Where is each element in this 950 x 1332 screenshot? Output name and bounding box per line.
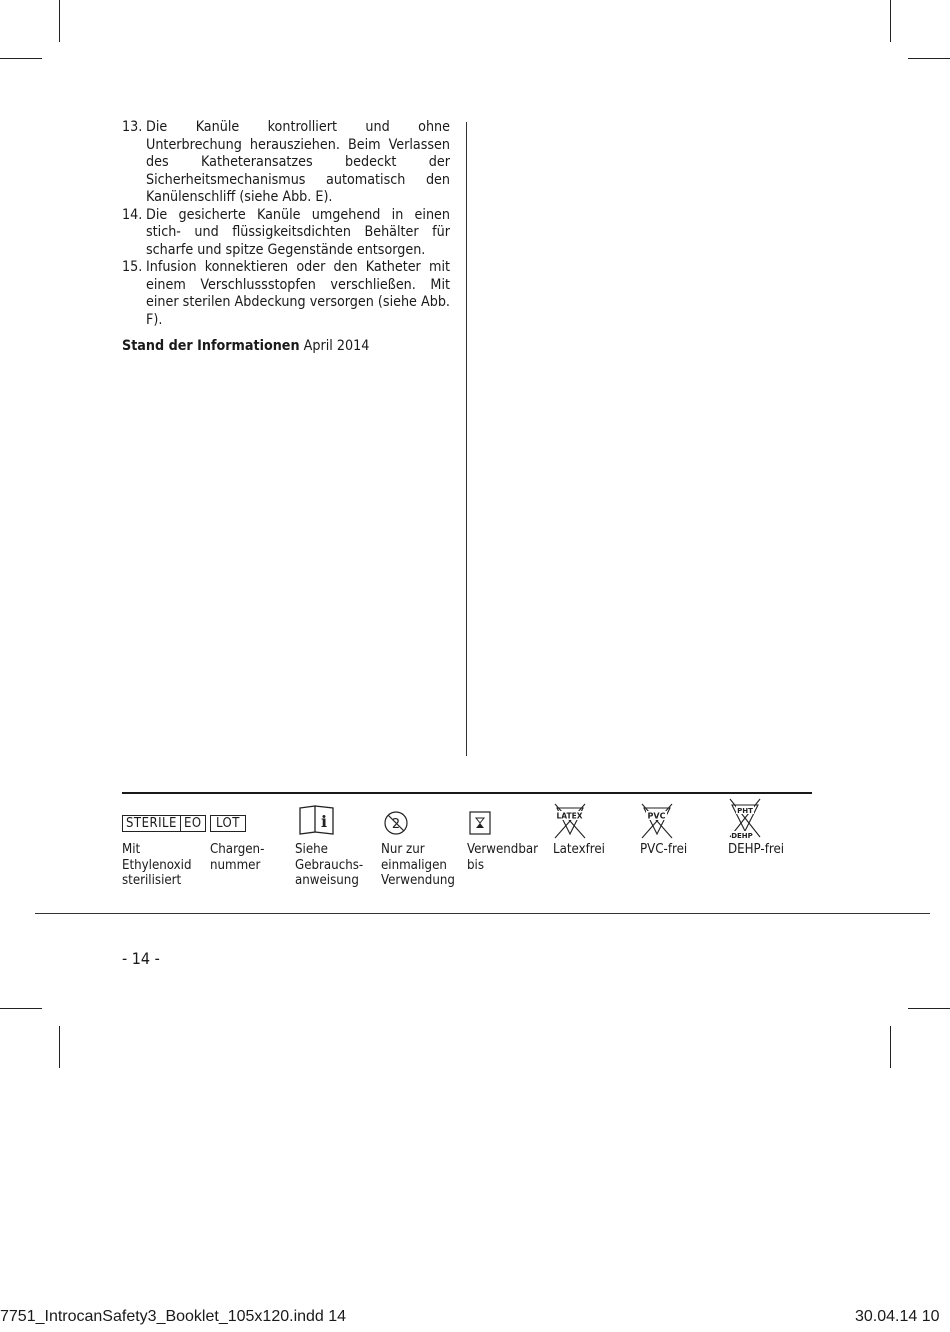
crop-mark	[890, 0, 891, 42]
step-number: 15.	[122, 259, 143, 275]
svg-text:PHT: PHT	[737, 807, 753, 815]
symbol-label-line: Siehe	[295, 842, 328, 857]
symbol-label-line: sterilisiert	[122, 873, 182, 888]
print-slug-date: 30.04.14 10	[855, 1308, 940, 1325]
step-item	[122, 119, 450, 207]
page-number: - 14 -	[122, 949, 160, 968]
symbol-label-line: nummer	[210, 857, 261, 873]
svg-text:PVC: PVC	[647, 811, 666, 821]
step-text: Infusion konnektieren oder den Katheter mit einem Verschlussstopfen verschließen. Mit einer sterilen Abdeckung versorgen (siehe Abb. F).	[146, 259, 450, 328]
instructions-column	[122, 119, 450, 356]
step-text: Die Kanüle kontrolliert und ohne Unterbrechung herausziehen. Beim Verlassen des Katheteransatzes bedeckt der Sicherheitsmechanismus automatisch den Kanülenschliff (siehe Abb. E).	[146, 119, 450, 205]
information-date	[122, 338, 450, 356]
bottom-rule	[35, 913, 930, 914]
crop-mark	[908, 1008, 950, 1009]
crop-mark	[0, 1008, 42, 1009]
symbol-label-line: Ethylenoxid	[122, 857, 192, 873]
svg-text:i: i	[320, 812, 328, 831]
svg-text:LATEX: LATEX	[556, 811, 583, 821]
step-item	[122, 207, 450, 260]
information-date-label: Stand der Informationen	[122, 338, 300, 354]
symbol-label-line: Latexfrei	[553, 842, 605, 857]
symbol-label-line: bis	[467, 857, 485, 873]
symbol-label-line: Mit	[122, 842, 141, 857]
svg-text:DEHP: DEHP	[731, 832, 753, 840]
sterile-eo-icon: STERILE EO	[122, 800, 206, 842]
symbols-legend	[122, 800, 812, 900]
symbols-top-rule	[122, 792, 812, 794]
lot-icon: LOT	[210, 800, 264, 842]
symbol-label-line: einmaligen	[381, 857, 447, 873]
symbol-label-line: PVC-frei	[640, 842, 688, 857]
print-slug-file: 7751_IntrocanSafety3_Booklet_105x120.indd 14	[0, 1308, 347, 1325]
step-number: 13.	[122, 119, 143, 135]
symbol-label-line: Verwendbar	[467, 842, 539, 857]
crop-mark	[890, 1026, 891, 1068]
dehp-free-icon	[728, 800, 784, 842]
symbol-label-line: anweisung	[295, 873, 359, 888]
pvc-free-icon	[640, 800, 687, 842]
symbol-expiry	[467, 800, 538, 873]
svg-text:2: 2	[391, 817, 401, 832]
information-date-value: April 2014	[303, 338, 370, 354]
column-divider	[466, 122, 467, 756]
step-text: Die gesicherte Kanüle umgehend in einen stich- und flüssigkeitsdichten Behälter für scharfe und spitze Gegenstände entsorgen.	[146, 206, 450, 258]
symbol-pvc-free	[640, 800, 687, 858]
latex-free-icon	[553, 800, 605, 842]
symbol-dehp-free	[728, 800, 784, 858]
step-number: 14.	[122, 206, 143, 223]
step-item	[122, 259, 450, 329]
symbol-label-line: Nur zur	[381, 842, 425, 857]
crop-mark	[908, 58, 950, 59]
crop-mark	[0, 58, 42, 59]
crop-mark	[59, 1026, 60, 1068]
symbol-instructions	[295, 800, 363, 889]
symbol-label-line: Verwendung	[381, 873, 455, 888]
symbol-label-line: Gebrauchs-	[295, 857, 364, 873]
instructions-book-icon	[295, 800, 363, 842]
hourglass-icon	[467, 800, 538, 842]
symbol-label-line: Chargen-	[210, 842, 265, 857]
symbol-latex-free	[553, 800, 605, 858]
symbol-label-line: DEHP-frei	[728, 842, 785, 857]
steps-list	[122, 119, 450, 329]
symbol-single-use	[381, 800, 455, 889]
crop-mark	[59, 0, 60, 42]
symbol-sterile-eo	[122, 800, 206, 889]
symbol-lot	[210, 800, 264, 873]
single-use-icon	[381, 800, 455, 842]
